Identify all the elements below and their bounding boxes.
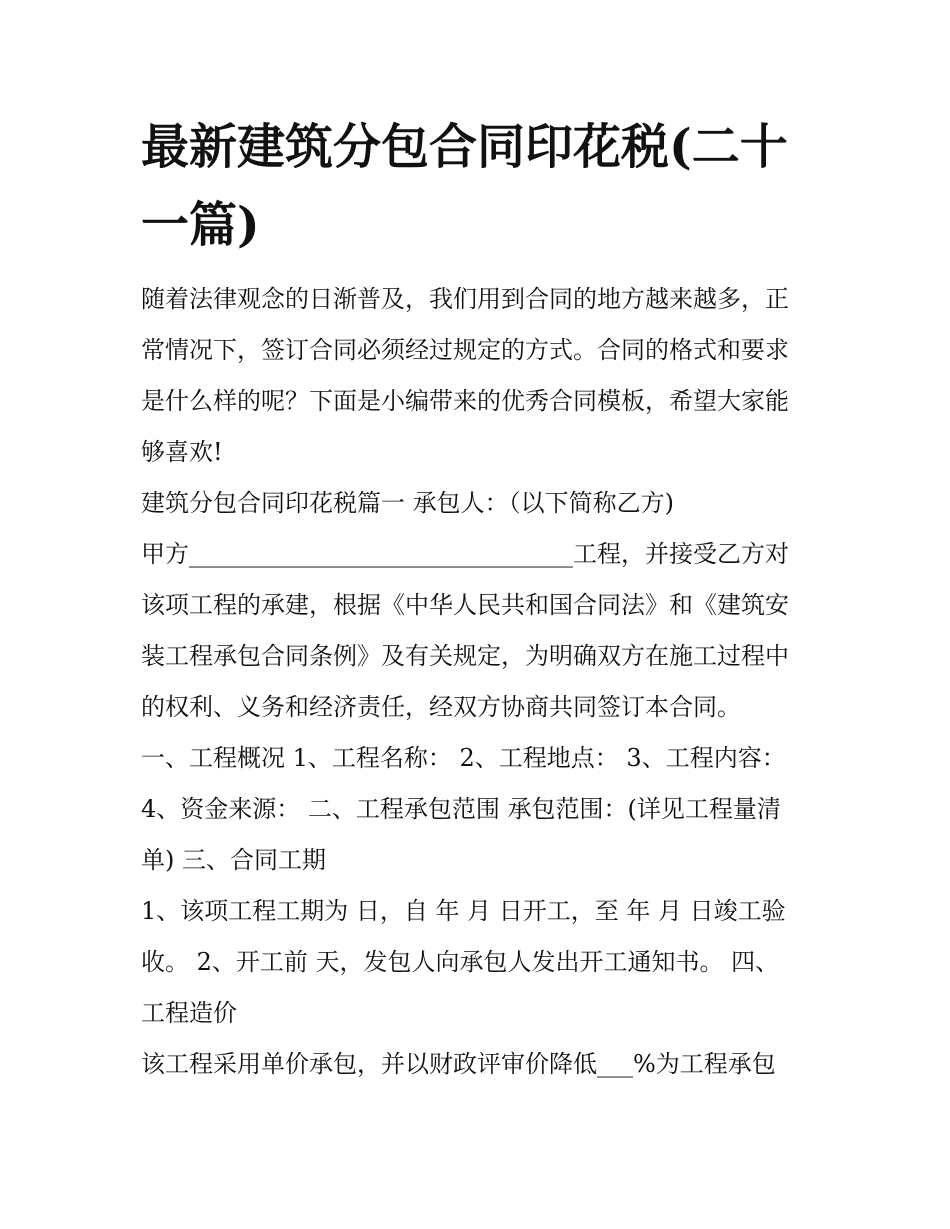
body-line-14: 收。 2、开工前 天，发包人向承包人发出开工通知书。 四、 — [141, 948, 780, 976]
body-line-4: 够喜欢! — [141, 438, 223, 466]
body-line-10: 一、工程概况 1、工程名称： 2、工程地点： 3、工程内容： — [141, 744, 786, 772]
body-line-2: 常情况下，签订合同必须经过规定的方式。合同的格式和要求 — [141, 336, 789, 364]
body-line-12: 单) 三、合同工期 — [141, 846, 326, 874]
body-line-3: 是什么样的呢？下面是小编带来的优秀合同模板，希望大家能 — [141, 387, 789, 415]
body-line-8: 装工程承包合同条例》及有关规定，为明确双方在施工过程中 — [141, 642, 789, 670]
body-line-11: 4、资金来源： 二、工程承包范围 承包范围：(详见工程量清 — [141, 795, 781, 823]
body-line-15: 工程造价 — [141, 999, 237, 1027]
body-line-13: 1、该项工程工期为 日，自 年 月 日开工，至 年 月 日竣工验 — [141, 897, 786, 925]
body-line-6: 甲方________________________________工程，并接受乙方对 — [141, 540, 789, 568]
body-line-1: 随着法律观念的日渐普及，我们用到合同的地方越来越多，正 — [141, 285, 789, 313]
body-line-9: 的权利、义务和经济责任，经双方协商共同签订本合同。 — [141, 693, 741, 721]
body-line-5: 建筑分包合同印花税篇一 承包人：（以下简称乙方) — [141, 489, 674, 517]
document-body — [141, 274, 821, 1090]
body-line-7: 该项工程的承建，根据《中华人民共和国合同法》和《建筑安 — [141, 591, 789, 619]
document-title: 最新建筑分包合同印花税(二十一篇) — [141, 119, 788, 253]
body-line-16: 该工程采用单价承包，并以财政评审价降低___%为工程承包 — [141, 1050, 776, 1078]
